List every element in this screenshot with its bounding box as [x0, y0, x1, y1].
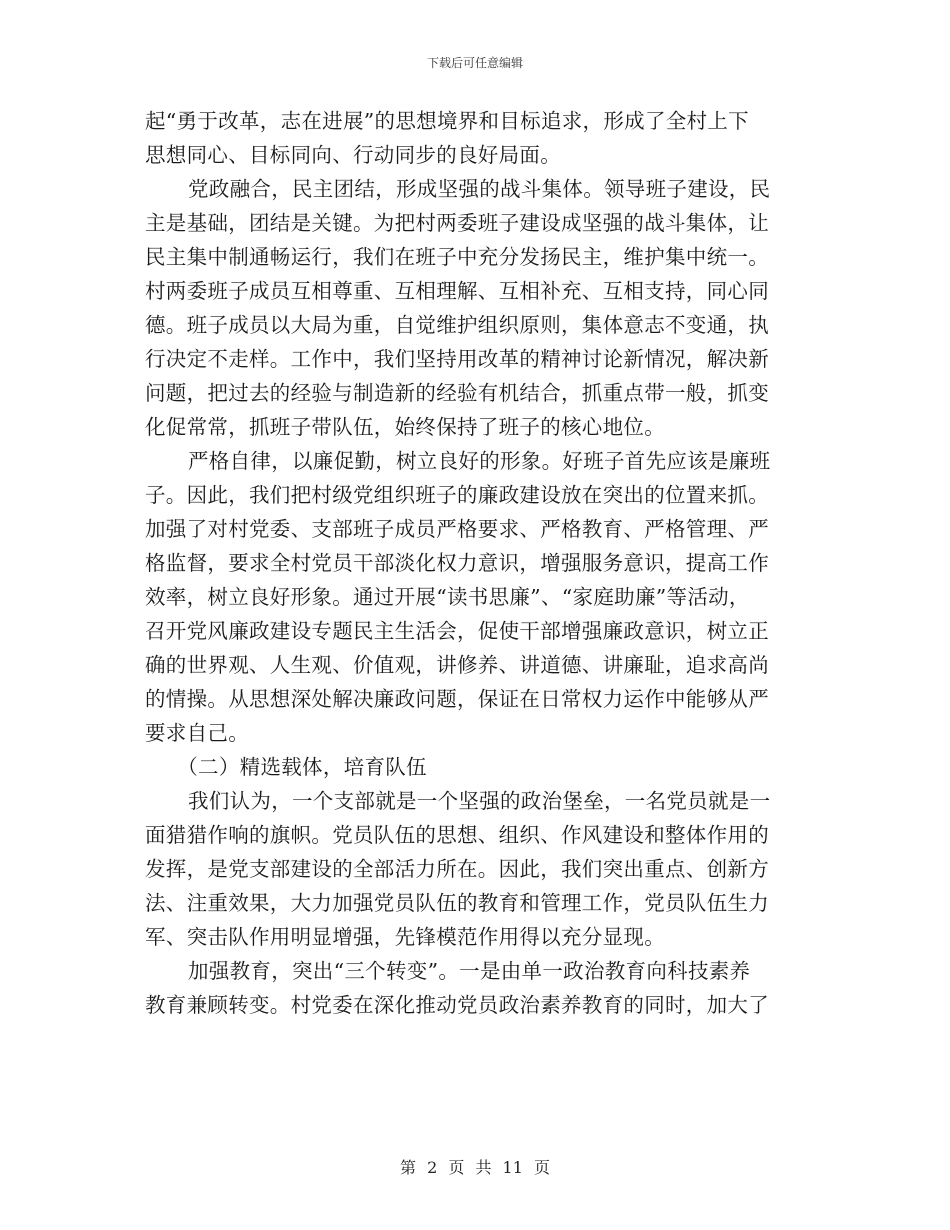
text-line: 民主集中制通畅运行，我们在班子中充分发扬民主，维护集中统一。: [145, 245, 769, 269]
text-line: 主是基础，团结是关键。为把村两委班子建设成坚强的战斗集体，让: [145, 211, 769, 235]
text-line: 效率，树立良好形象。通过开展“读书思廉”、“家庭助廉”等活动，: [145, 585, 750, 609]
text-line: 发挥，是党支部建设的全部活力所在。因此，我们突出重点、创新方: [145, 857, 769, 881]
text-line: 党政融合，民主团结，形成坚强的战斗集体。领导班子建设，民: [188, 177, 771, 201]
document-body: [145, 104, 805, 1022]
text-line: 加强教育，突出“三个转变”。一是由单一政治教育向科技素养: [188, 959, 751, 983]
text-line: 格监督，要求全村党员干部淡化权力意识，增强服务意识，提高工作: [145, 551, 769, 575]
text-line: 的情操。从思想深处解决廉政问题，保证在日常权力运作中能够从严: [145, 687, 769, 711]
page-header: 下载后可任意编辑: [426, 56, 523, 70]
text-line: 严格自律，以廉促勤，树立良好的形象。好班子首先应该是廉班: [188, 449, 771, 473]
text-line: 教育兼顾转变。村党委在深化推动党员政治素养教育的同时，加大了: [145, 993, 769, 1017]
text-line: 子。因此，我们把村级党组织班子的廉政建设放在突出的位置来抓。: [145, 483, 769, 507]
text-line: 我们认为，一个支部就是一个坚强的政治堡垒，一名党员就是一: [188, 789, 771, 813]
text-line: 德。班子成员以大局为重，自觉维护组织原则，集体意志不变通，执: [145, 313, 769, 337]
text-line: 法、注重效果，大力加强党员队伍的教育和管理工作，党员队伍生力: [145, 891, 769, 915]
text-line: 思想同心、目标同向、行动同步的良好局面。: [145, 143, 561, 167]
text-line: 军、突击队作用明显增强，先锋模范作用得以充分显现。: [145, 925, 665, 949]
text-line: （二）精选载体，培育队伍: [177, 755, 427, 779]
text-line: 化促常常，抓班子带队伍，始终保持了班子的核心地位。: [145, 415, 665, 439]
text-line: 召开党风廉政建设专题民主生活会，促使干部增强廉政意识，树立正: [145, 619, 769, 643]
text-line: 确的世界观、人生观、价值观，讲修养、讲道德、讲廉耻，追求高尚: [145, 653, 769, 677]
text-line: 要求自己。: [145, 721, 249, 745]
text-line: 村两委班子成员互相尊重、互相理解、互相补充、互相支持，同心同: [145, 279, 769, 303]
text-line: 问题，把过去的经验与制造新的经验有机结合，抓重点带一般，抓变: [145, 381, 769, 405]
text-line: 加强了对村党委、支部班子成员严格要求、严格教育、严格管理、严: [145, 517, 769, 541]
text-line: 行决定不走样。工作中，我们坚持用改革的精神讨论新情况，解决新: [145, 347, 769, 371]
text-line: 起“勇于改革，志在进展”的思想境界和目标追求，形成了全村上下: [145, 109, 749, 133]
page-footer: 第 2 页 共 11 页: [400, 1158, 550, 1177]
text-line: 面猎猎作响的旗帜。党员队伍的思想、组织、作风建设和整体作用的: [145, 823, 769, 847]
